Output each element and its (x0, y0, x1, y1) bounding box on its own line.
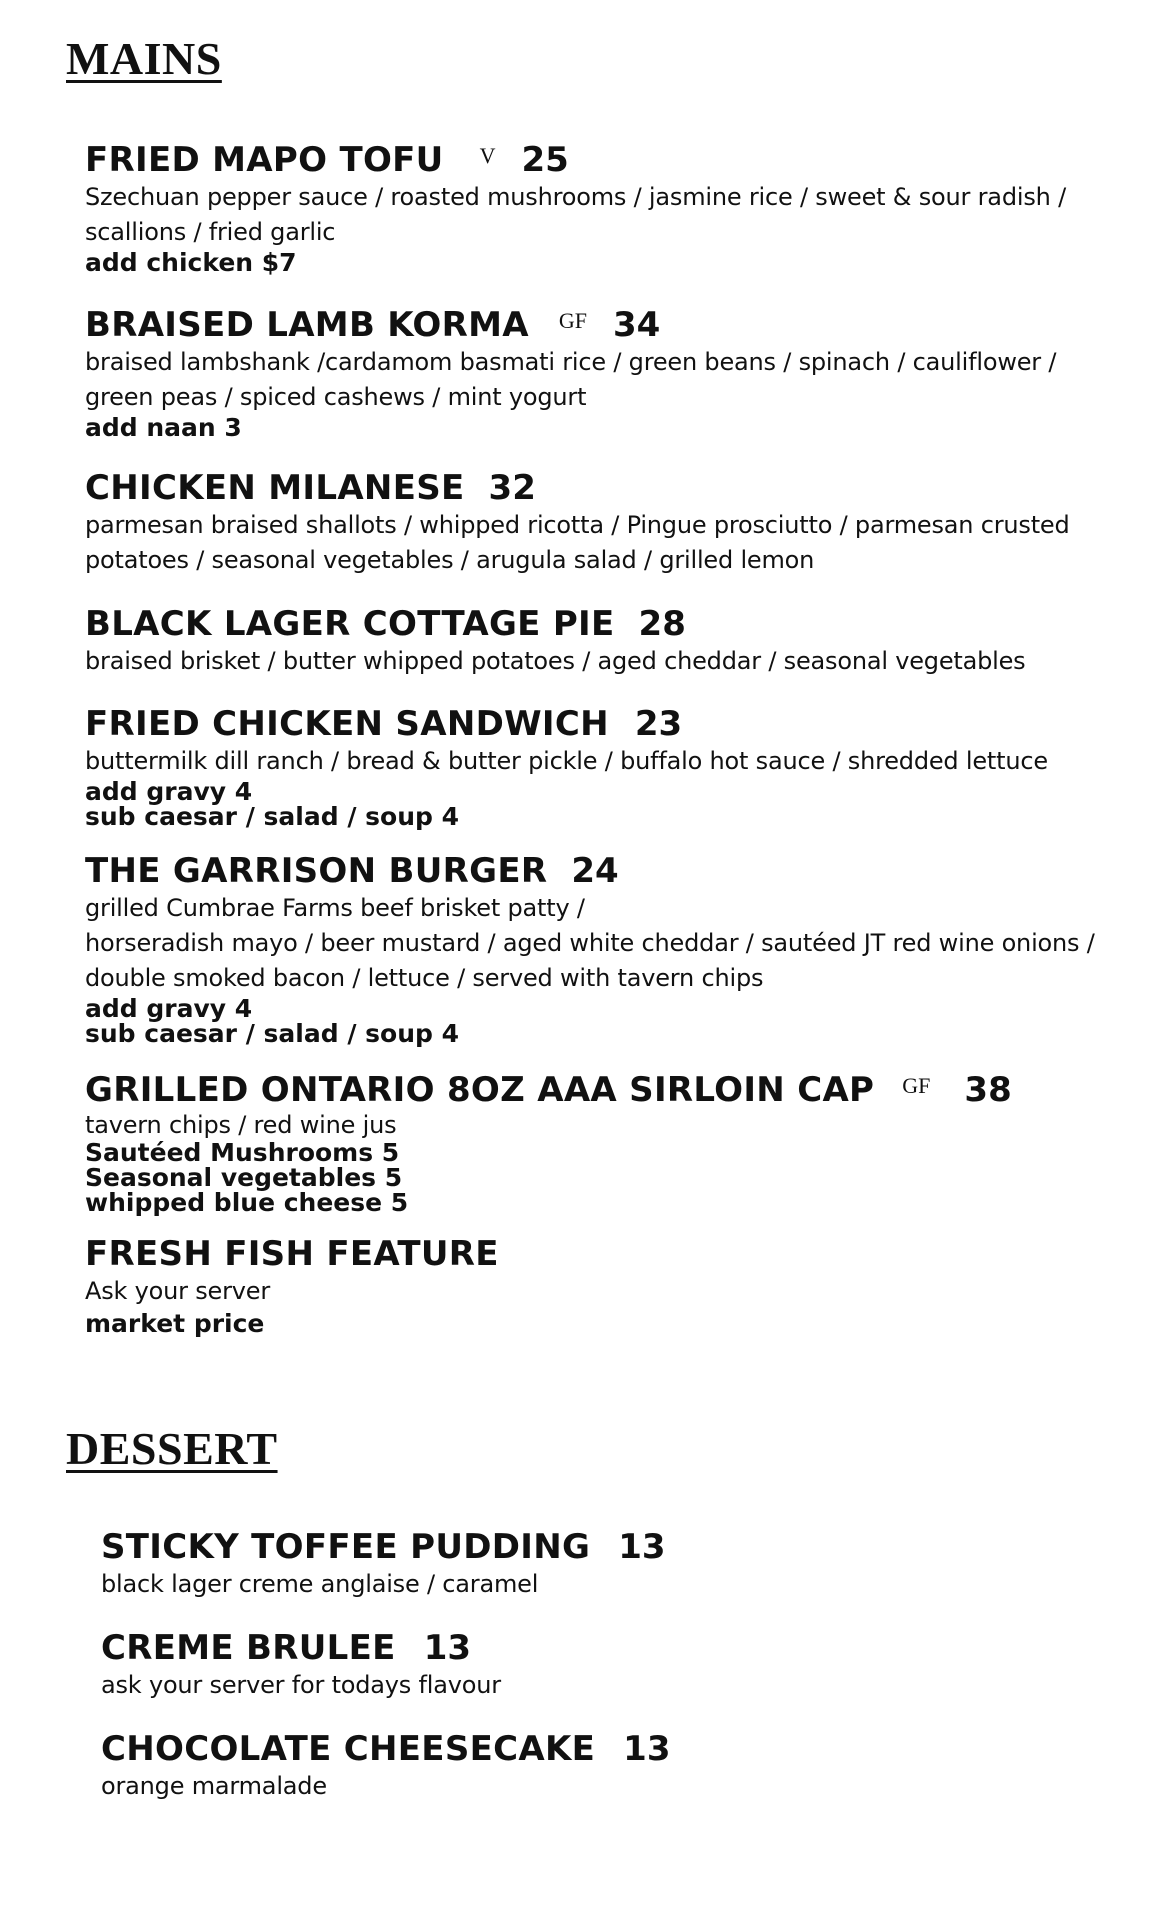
item-price: 23 (634, 704, 683, 744)
item-add-on: Seasonal vegetables 5 (85, 1163, 403, 1192)
item-add-on: sub caesar / salad / soup 4 (85, 802, 460, 831)
item-add-on: whipped blue cheese 5 (85, 1188, 409, 1217)
item-add-on: Sautéed Mushrooms 5 (85, 1138, 400, 1167)
item-description: Ask your server (85, 1277, 271, 1305)
menu-item-braised-lamb-korma (85, 305, 1135, 440)
item-add-on: add naan 3 (85, 413, 242, 442)
item-price: 34 (612, 305, 661, 345)
item-add-on: add gravy 4 (85, 994, 253, 1023)
item-description: Szechuan pepper sauce / roasted mushrooms / jasmine rice / sweet & sour radish / scallions / fried garlic (85, 183, 1066, 246)
item-description: black lager creme anglaise / caramel (101, 1570, 539, 1598)
item-name: CHICKEN MILANESE (85, 468, 465, 508)
mains-heading: MAINS (66, 33, 222, 84)
item-price: 24 (571, 851, 619, 891)
item-name: GRILLED ONTARIO 8OZ AAA SIRLOIN CAP (85, 1070, 875, 1110)
menu-item-creme-brulee (101, 1628, 1151, 1703)
gluten-free-tag: GF (558, 308, 587, 333)
item-name: BLACK LAGER COTTAGE PIE (85, 604, 615, 644)
item-price: 13 (623, 1729, 671, 1769)
menu-item-grilled-sirloin-cap (85, 1070, 1135, 1215)
item-price: 25 (521, 140, 569, 180)
item-price: 13 (423, 1628, 472, 1668)
item-name: FRIED CHICKEN SANDWICH (85, 704, 609, 744)
item-description: buttermilk dill ranch / bread & butter pickle / buffalo hot sauce / shredded lettuce (85, 747, 1048, 775)
dessert-heading: DESSERT (66, 1423, 278, 1474)
item-description-line: grilled Cumbrae Farms beef brisket patty / (85, 894, 585, 922)
gluten-free-tag: GF (902, 1073, 931, 1098)
menu-item-fried-chicken-sandwich (85, 704, 1135, 829)
item-description-line: double smoked bacon / lettuce / served with tavern chips (85, 964, 764, 992)
item-description: orange marmalade (101, 1772, 327, 1800)
menu-item-fried-mapo-tofu (85, 140, 1135, 275)
item-description: braised brisket / butter whipped potatoes / aged cheddar / seasonal vegetables (85, 647, 1026, 675)
item-description: ask your server for todays flavour (101, 1671, 501, 1699)
item-price: 28 (638, 604, 686, 644)
item-description: parmesan braised shallots / whipped ricotta / Pingue prosciutto / parmesan crusted potatoes / seasonal vegetables / arugula salad / grilled lemon (85, 511, 1070, 574)
menu-item-sticky-toffee-pudding (101, 1527, 1151, 1602)
item-price: 32 (488, 468, 536, 508)
item-add-on: add chicken $7 (85, 248, 297, 277)
item-name: FRESH FISH FEATURE (85, 1234, 499, 1274)
item-add-on: market price (85, 1309, 265, 1338)
item-name: CHOCOLATE CHEESECAKE (101, 1729, 596, 1769)
menu-item-chocolate-cheesecake (101, 1729, 1151, 1804)
item-add-on: sub caesar / salad / soup 4 (85, 1019, 460, 1048)
item-name: CREME BRULEE (101, 1628, 396, 1668)
item-description-line: horseradish mayo / beer mustard / aged white cheddar / sautéed JT red wine onions / (85, 929, 1095, 957)
menu-item-fresh-fish-feature (85, 1234, 1135, 1339)
item-name: THE GARRISON BURGER (85, 851, 548, 891)
menu-item-chicken-milanese (85, 468, 1135, 578)
item-description: tavern chips / red wine jus (85, 1111, 397, 1139)
item-price: 13 (618, 1527, 666, 1567)
item-name: FRIED MAPO TOFU (85, 140, 444, 180)
item-price: 38 (964, 1070, 1012, 1110)
item-name: BRAISED LAMB KORMA (85, 305, 529, 345)
item-add-on: add gravy 4 (85, 777, 253, 806)
vegetarian-tag: V (479, 143, 496, 168)
menu-item-black-lager-cottage-pie (85, 604, 1135, 679)
menu-item-the-garrison-burger (85, 851, 1135, 1046)
item-description: braised lambshank /cardamom basmati rice / green beans / spinach / cauliflower / green peas / spiced cashews / mint yogurt (85, 348, 1057, 411)
item-name: STICKY TOFFEE PUDDING (101, 1527, 591, 1567)
